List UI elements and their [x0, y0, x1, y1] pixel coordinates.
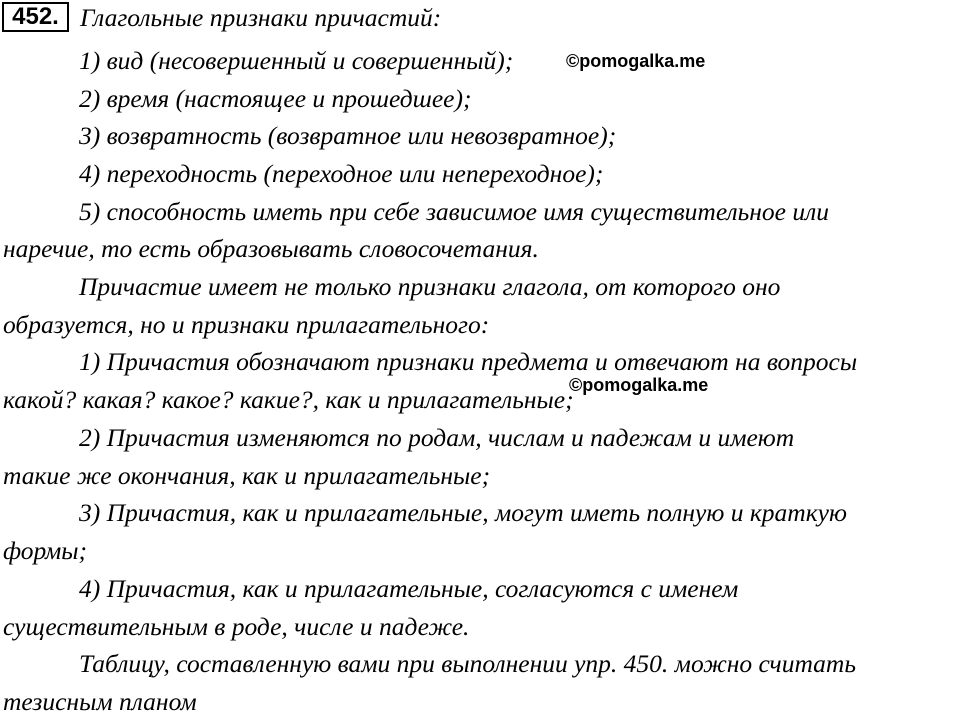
text-line: Таблицу, составленную вами при выполнении упр. 450. можно считать: [79, 649, 856, 678]
watermark: ©pomogalka.me: [566, 51, 706, 71]
text-line: 2) Причастия изменяются по родам, числам и падежам и имеют: [79, 423, 795, 452]
text-line: 4) переходность (переходное или непереходное);: [79, 159, 604, 188]
text-line: существительным в роде, числе и падеже.: [3, 612, 470, 641]
text-line: формы;: [3, 536, 88, 565]
exercise-number: 452.: [2, 2, 69, 32]
watermark: ©pomogalka.me: [569, 375, 709, 395]
text-line: 3) Причастия, как и прилагательные, могут иметь полную и краткую: [79, 498, 847, 527]
text-line: 2) время (настоящее и прошедшее);: [79, 84, 472, 113]
text-line: какой? какая? какое? какие?, как и прилагательные;: [3, 385, 574, 414]
text-line: наречие, то есть образовывать словосочетания.: [3, 234, 539, 263]
text-line: 1) Причастия обозначают признаки предмета и отвечают на вопросы: [79, 347, 858, 376]
exercise-title: Глагольные признаки причастий:: [80, 3, 442, 32]
text-line: 1) вид (несовершенный и совершенный);: [79, 46, 514, 75]
text-line: 3) возвратность (возвратное или невозвратное);: [79, 121, 617, 150]
text-line: образуется, но и признаки прилагательного:: [3, 310, 490, 339]
text-line: тезисным планом: [3, 687, 197, 716]
text-line: 5) способность иметь при себе зависимое имя существительное или: [79, 197, 829, 226]
text-line: такие же окончания, как и прилагательные;: [3, 461, 491, 490]
text-line: 4) Причастия, как и прилагательные, согласуются с именем: [79, 574, 739, 603]
text-line: Причастие имеет не только признаки глагола, от которого оно: [79, 272, 781, 301]
